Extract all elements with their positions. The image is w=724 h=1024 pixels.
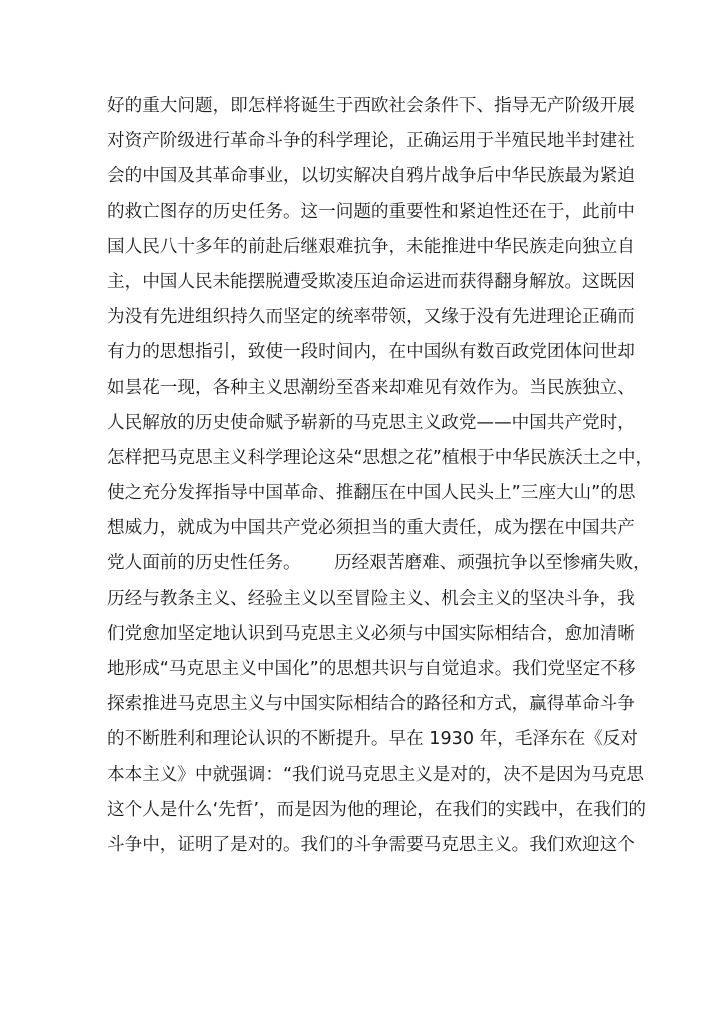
text-line: 好的重大问题，即怎样将诞生于西欧社会条件下、指导无产阶级开展 bbox=[107, 96, 635, 116]
text-line: 本本主义》中就强调：“我们说马克思主义是对的，决不是因为马克思 bbox=[107, 764, 644, 785]
text-line: 国人民八十多年的前赴后继艰难抗争，未能推进中华民族走向独立自 bbox=[107, 236, 635, 257]
text-line: 的不断胜利和理论认识的不断提升。早在 1930 年，毛泽东在《反对 bbox=[107, 729, 638, 750]
text-line: 对资产阶级进行革命斗争的科学理论，正确运用于半殖民地半封建社 bbox=[107, 131, 635, 152]
text-line: 斗争中，证明了是对的。我们的斗争需要马克思主义。我们欢迎这个 bbox=[107, 834, 635, 855]
text-line: 使之充分发挥指导中国革命、推翻压在中国人民头上”三座大山”的思 bbox=[107, 483, 636, 504]
text-line: 为没有先进组织持久而坚定的统率带领，又缘于没有先进理论正确而 bbox=[107, 307, 635, 328]
text-line: 如昙花一现，各种主义思潮纷至沓来却难见有效作为。当民族独立、 bbox=[107, 377, 635, 398]
text-line: 有力的思想指引，致使一段时间内，在中国纵有数百政党团体问世却 bbox=[107, 342, 635, 363]
text-line: 人民解放的历史使命赋予崭新的马克思主义政党——中国共产党时， bbox=[107, 412, 635, 433]
body-text bbox=[107, 89, 654, 863]
text-line: 历经与教条主义、经验主义以至冒险主义、机会主义的坚决斗争，我 bbox=[107, 588, 635, 609]
text-line: 党人面前的历史性任务。 历经艰苦磨难、顽强抗争以至惨痛失败， bbox=[107, 553, 651, 574]
text-line: 怎样把马克思主义科学理论这朵“思想之花”植根于中华民族沃土之中， bbox=[107, 447, 654, 468]
text-line: 的救亡图存的历史任务。这一问题的重要性和紧迫性还在于，此前中 bbox=[107, 201, 635, 222]
text-line: 主，中国人民未能摆脱遭受欺凌压迫命运进而获得翻身解放。这既因 bbox=[107, 271, 635, 292]
text-line: 地形成“马克思主义中国化”的思想共识与自觉追求。我们党坚定不移 bbox=[107, 659, 636, 679]
text-line: 会的中国及其革命事业，以切实解决自鸦片战争后中华民族最为紧迫 bbox=[107, 166, 635, 187]
text-line: 探索推进马克思主义与中国实际相结合的路径和方式，赢得革命斗争 bbox=[107, 694, 635, 715]
text-line: 们党愈加坚定地认识到马克思主义必须与中国实际相结合，愈加清晰 bbox=[107, 623, 635, 644]
text-line: 想威力，就成为中国共产党必须担当的重大责任，成为摆在中国共产 bbox=[107, 518, 635, 539]
text-line: 这个人是什么‘先哲’，而是因为他的理论，在我们的实践中，在我们的 bbox=[107, 799, 647, 820]
